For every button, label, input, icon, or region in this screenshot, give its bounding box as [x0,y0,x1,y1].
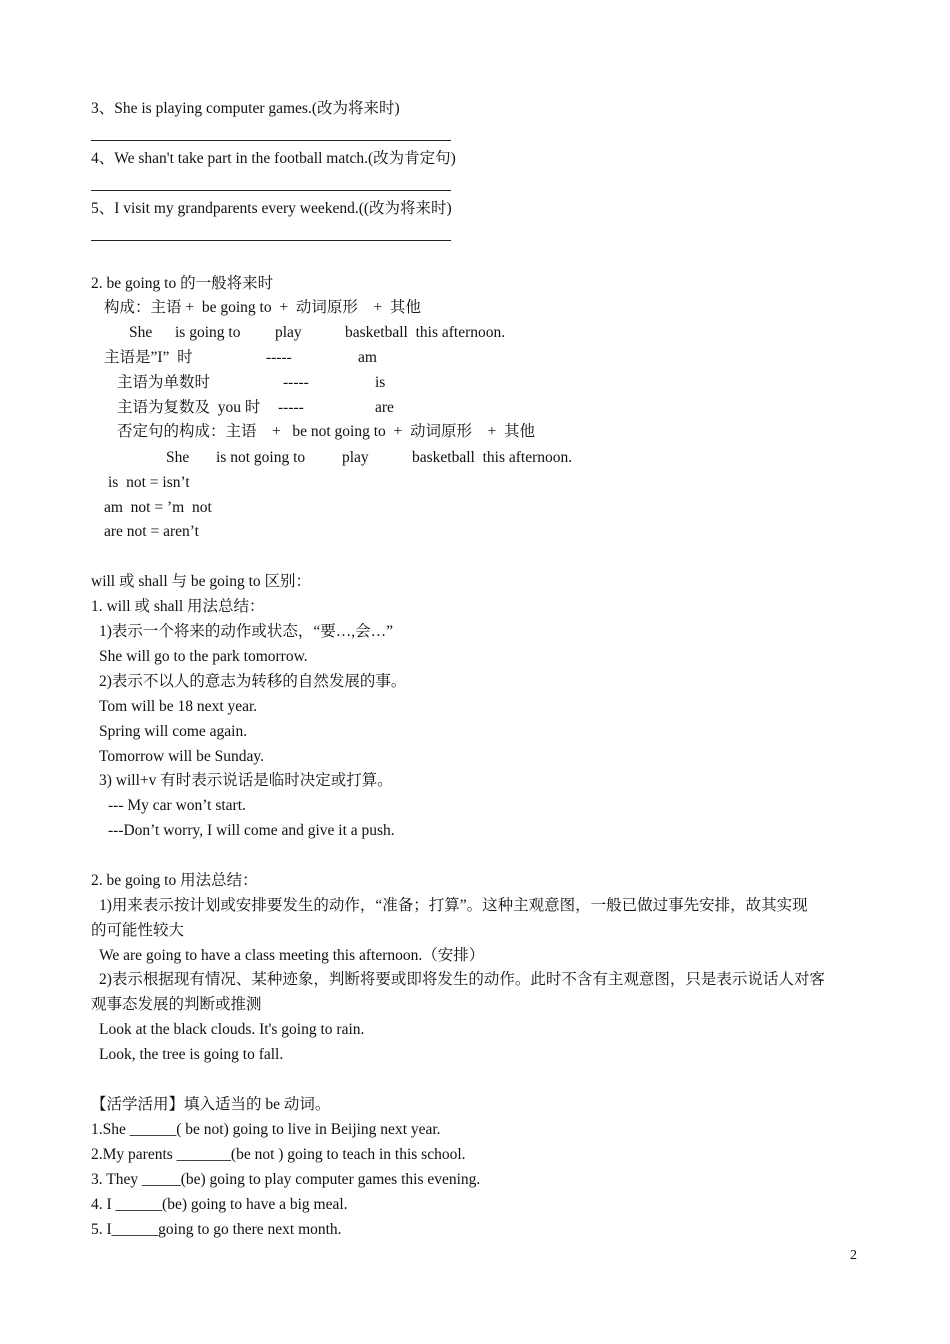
example-word: play [275,324,302,341]
be-verb: am [358,349,377,366]
practice-heading: 【活学活用】填入适当的 be 动词。 [91,1096,331,1113]
will-usage-line: She will go to the park tomorrow. [99,648,308,665]
contraction: is not = isn’t [108,474,190,491]
will-usage-heading: 1. will 或 shall 用法总结： [91,598,265,615]
example-word: basketball this afternoon. [412,449,573,466]
practice-item: 5. I______going to go there next month. [91,1221,342,1238]
practice-item: 4. I ______(be) going to have a big meal. [91,1196,348,1213]
practice-item: 2.My parents _______(be not ) going to teach in this school. [91,1146,466,1163]
subject-label: 主语为单数时 [117,374,211,391]
example-word: She [166,449,190,466]
answer-line [91,140,451,141]
will-usage-line: 1)表示一个将来的动作或状态，“要…,会…” [99,623,394,640]
subject-label: 主语是”I” 时 [104,349,193,366]
be-verb: is [375,374,386,391]
going-usage-line: 的可能性较大 [91,922,185,939]
will-usage-line: --- My car won’t start. [108,797,246,814]
going-usage-line: 2)表示根据现有情况、某种迹象，判断将要或即将发生的动作。此时不含有主观意图，只是表示说话人对客 [99,971,825,988]
going-usage-line: 观事态发展的判断或推测 [91,996,262,1013]
will-usage-line: Spring will come again. [99,723,248,740]
page-number: 2 [850,1248,857,1263]
will-usage-line: 2)表示不以人的意志为转移的自然发展的事。 [99,673,407,690]
will-usage-line: ---Don’t worry, I will come and give it a push. [108,822,395,839]
difference-heading: will 或 shall 与 be going to 区别： [91,573,312,590]
dash: ----- [283,374,309,391]
example-word: She [129,324,153,341]
exercise-4: 4、We shan't take part in the football match.(改为肯定句) [91,150,456,167]
subject-label: 主语为复数及 you 时 [117,399,261,416]
contraction: are not = aren’t [104,523,199,540]
answer-line [91,240,451,241]
going-usage-example: We are going to have a class meeting this afternoon.（安排） [99,947,485,964]
practice-item: 3. They _____(be) going to play computer games this evening. [91,1171,481,1188]
answer-line [91,190,451,191]
going-usage-example: Look at the black clouds. It's going to rain. [99,1021,365,1038]
dash: ----- [266,349,292,366]
will-usage-line: 3) will+v 有时表示说话是临时决定或打算。 [99,772,393,789]
practice-item: 1.She ______( be not) going to live in Beijing next year. [91,1121,441,1138]
example-word: basketball this afternoon. [345,324,506,341]
structure-line: 构成：主语 + be going to + 动词原形 + 其他 [104,299,421,316]
exercise-3: 3、She is playing computer games.(改为将来时) [91,100,400,117]
exercise-5: 5、I visit my grandparents every weekend.((改为将来时) [91,200,452,217]
negative-structure: 否定句的构成：主语 + be not going to + 动词原形 + 其他 [117,423,536,440]
section-heading: 2. be going to 的一般将来时 [91,275,274,292]
be-verb: are [375,399,394,416]
example-word: is going to [175,324,241,341]
going-usage-heading: 2. be going to 用法总结： [91,872,258,889]
going-usage-line: 1)用来表示按计划或安排要发生的动作，“准备；打算”。这种主观意图，一般已做过事先安排，故其实现 [99,897,808,914]
going-usage-example: Look, the tree is going to fall. [99,1046,284,1063]
example-word: is not going to [216,449,306,466]
will-usage-line: Tomorrow will be Sunday. [99,748,264,765]
dash: ----- [278,399,304,416]
contraction: am not = ’m not [104,499,212,516]
will-usage-line: Tom will be 18 next year. [99,698,258,715]
example-word: play [342,449,369,466]
